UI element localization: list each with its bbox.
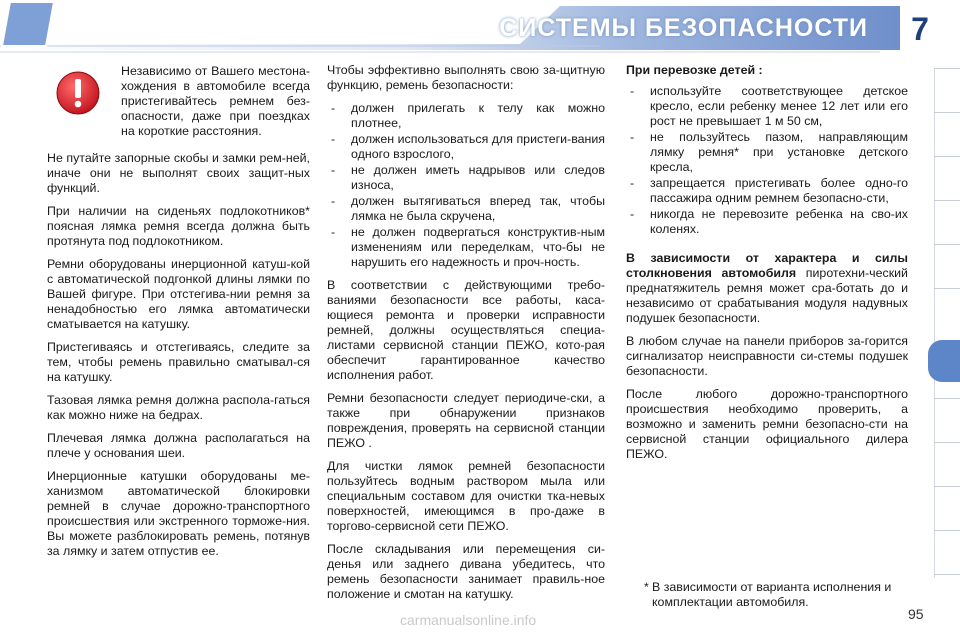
list-item: - должен использоваться для пристеги-вания одного взрослого,	[327, 132, 605, 162]
paragraph: В соответствии с действующими требо-ваниями безопасности все работы, каса-ющиеся ремонта и проверки исправности ремней, должны осуществляться специа-листами сервисной станции ПЕЖО, кото-рая обеспечит гарантированное качество исполнения работ.	[327, 278, 605, 382]
footnote	[644, 580, 912, 610]
paragraph: Тазовая лямка ремня должна распола-гаться как можно ниже на бедрах.	[47, 393, 310, 422]
chapter-tab[interactable]	[934, 68, 960, 69]
list-item: - не пользуйтесь пазом, направляющим лямку ремня* при установке детского кресла,	[626, 130, 908, 175]
chapter-tab[interactable]	[934, 244, 960, 245]
chapter-tab[interactable]	[934, 486, 960, 487]
page-number: 95	[908, 606, 924, 622]
bold-lead: В зависимости от характера и силы столкновения автомобиля	[626, 251, 908, 280]
footnote-text: В зависимости от варианта исполнения и комплектации автомобиля.	[652, 580, 892, 609]
list-item: - не должен подвергаться конструктив-ным изменениям или переделкам, что-бы не нарушить его надежность и проч-ность.	[327, 225, 605, 270]
list-item: - должен прилегать к телу как можно плотнее,	[327, 101, 605, 131]
list-item: - не должен иметь надрывов или следов износа,	[327, 163, 605, 193]
paragraph-rest: пиротехни-ческий преднатяжитель ремня может сра-ботать до и независимо от срабатывания модуля надувных подушек безопасности.	[626, 266, 908, 325]
paragraph: Ремни безопасности следует периодиче-ски, а также при обнаружении признаков повреждения, проверять на сервисной станции ПЕЖО .	[327, 391, 605, 450]
list-item: - должен вытягиваться вперед так, чтобы лямка не была скручена,	[327, 194, 605, 224]
paragraph: Ремни оборудованы инерционной катуш-кой с автоматической подгонкой длины лямки по Вашей фигуре. При отстегива-нии ремня за ненадобностью его лямка автоматически сматывается на катушку.	[47, 257, 310, 331]
column-right	[626, 63, 908, 470]
chapter-tab[interactable]	[934, 442, 960, 443]
list-item: - никогда не перевозите ребенка на сво-их коленях.	[626, 207, 908, 237]
chapter-tab[interactable]	[934, 112, 960, 113]
chapter-tab[interactable]	[934, 574, 960, 575]
column-middle	[327, 63, 605, 610]
list-item: - запрещается пристегивать более одно-го пассажира одним ремнем безопасно-сти,	[626, 176, 908, 206]
watermark: carmanualsonline.info	[400, 612, 537, 628]
pretensioner-paragraph	[626, 251, 908, 326]
paragraph: После складывания или перемещения си-денья или заднего дивана убедитесь, что ремень безопасности занимает правиль-ное положение и смотан на катушку.	[327, 542, 605, 601]
paragraph: После любого дорожно-транспортного происшествия необходимо проверить, а возможно и заменить ремни безопасно-сти на сервисной станции официального дилера ПЕЖО.	[626, 387, 908, 461]
exclamation-warning-icon	[55, 70, 101, 116]
chapter-tab[interactable]	[934, 530, 960, 531]
chapter-tabs	[928, 68, 960, 578]
paragraph: В любом случае на панели приборов за-горится сигнализатор неисправности си-стемы подушек безопасности.	[626, 334, 908, 378]
chapter-number: 7	[911, 11, 929, 47]
page-title: СИСТЕМЫ БЕЗОПАСНОСТИ	[499, 14, 868, 42]
paragraph: Пристегиваясь и отстегиваясь, следите за тем, чтобы ремень правильно сматывал-ся на катушку.	[47, 340, 310, 384]
children-heading: При перевозке детей :	[626, 63, 763, 77]
chapter-tab-active[interactable]	[928, 340, 960, 382]
paragraph: Не путайте запорные скобы и замки рем-ней, иначе они не выполнят своих защит-ных функций.	[47, 151, 310, 195]
column-left	[47, 64, 310, 567]
list-item: - используйте соответствующее детское кресло, если ребенку менее 12 лет или его рост не превышает 1 м 50 см,	[626, 84, 908, 129]
belt-requirements-list	[327, 101, 605, 270]
chapter-tab[interactable]	[934, 398, 960, 399]
chapter-tab[interactable]	[934, 288, 960, 289]
chapter-tab[interactable]	[934, 156, 960, 157]
paragraph-intro: Чтобы эффективно выполнять свою за-щитную функцию, ремень безопасности:	[327, 63, 605, 92]
paragraph: Для чистки лямок ремней безопасности пользуйтесь водным раствором мыла или специальным составом для очистки тка-невых поверхностей, имеющимся в про-даже в торгово-сервисной сети ПЕЖО.	[327, 459, 605, 533]
warning-block	[47, 64, 310, 139]
page-header	[0, 0, 960, 56]
chapter-badge	[0, 0, 56, 48]
warning-text: Независимо от Вашего местона-хождения в автомобиле всегда пристегивайтесь ремнем без-опасности, даже при поездках на короткие расстояния.	[121, 64, 310, 138]
footnote-mark: *	[644, 580, 649, 594]
children-list	[626, 84, 908, 237]
paragraph: Плечевая лямка должна располагаться на плече у основания шеи.	[47, 431, 310, 460]
chapter-tab[interactable]	[934, 200, 960, 201]
paragraph: Инерционные катушки оборудованы ме-ханизмом автоматической блокировки ремней в случае дорожно-транспортного происшествия или экстренного торможе-ния. Вы можете разблокировать ремень, потянув за лямку и затем отпустив ее.	[47, 469, 310, 558]
tabs-rail	[934, 68, 935, 578]
paragraph: При наличии на сиденьях подлокотников* поясная лямка ремня всегда должна быть протянута под подлокотником.	[47, 204, 310, 248]
